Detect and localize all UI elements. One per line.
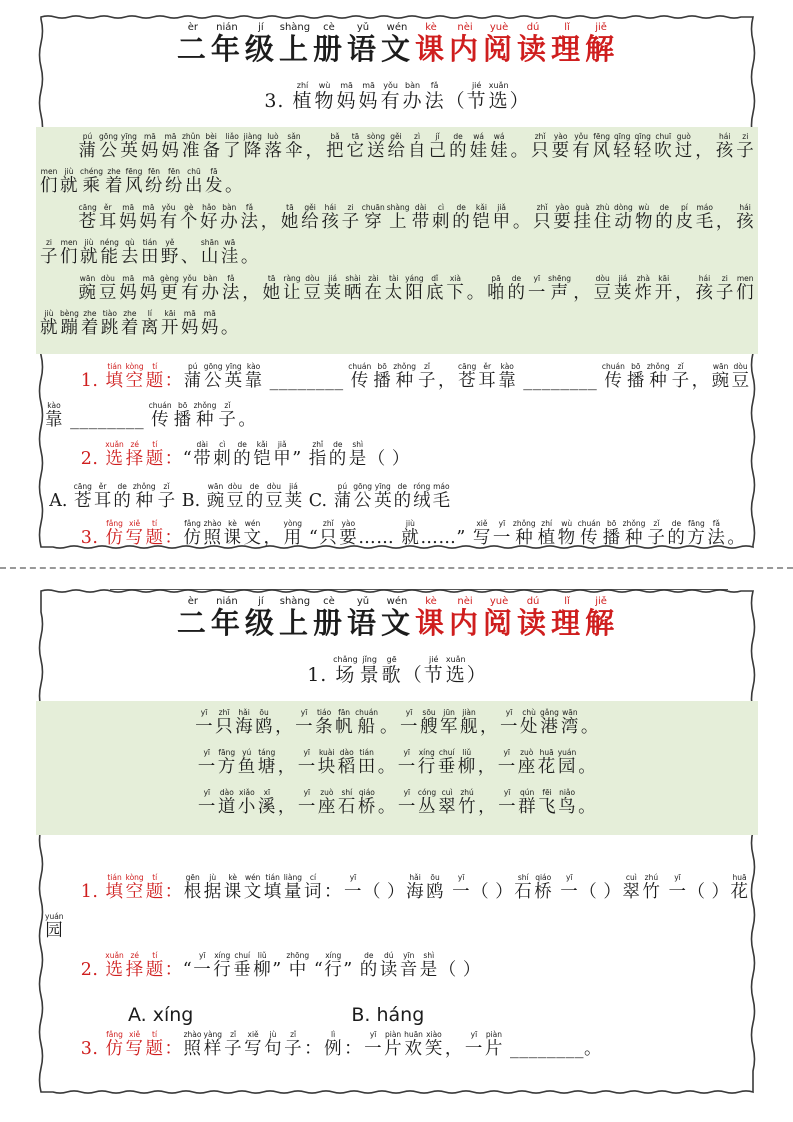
choice-options-line — [44, 483, 750, 519]
text-segment: 豌wān豆dòu妈mā妈mā更gèng有yǒu办bàn法fǎ， 她tā让ràng豆dòu荚jiá晒shài在zài太tài阳yáng底dǐ下xià。 啪pā的de一yī声shēng， 豆dòu荚jiá炸zhà开kāi， 孩hái子zi们men就jiù蹦bèng着zhe跳tiào着zhe离lí开kāi妈mā妈mā。 — [40, 274, 755, 339]
red-text-segment: ： — [164, 1039, 183, 1060]
text-segment: （ ） — [579, 882, 622, 903]
text-segment: ……” — [420, 528, 472, 549]
red-text-segment: 1. — [80, 882, 105, 903]
red-text-segment: ： — [164, 371, 183, 392]
text-segment: ________ — [503, 1039, 584, 1060]
red-text-segment: 仿fǎng写xiě题tí — [105, 1030, 164, 1060]
text-segment: “ — [182, 449, 193, 470]
text-segment: 传chuán播bō种zhǒng子zǐ， 苍cāng耳ěr靠kào — [348, 362, 517, 392]
text-segment: 传chuán播bō种zhǒng子zǐ， 豌wān豆dòu靠kào — [45, 362, 750, 431]
page-title — [44, 596, 750, 641]
text-segment: 一yī行xíng垂chuí柳liǔ — [193, 951, 272, 981]
text-segment: 的de读dú音yīn是shì — [359, 951, 438, 981]
red-text-segment: 填tián空kòng题tí — [105, 873, 164, 903]
text-segment: 。 — [584, 1039, 602, 1060]
text-segment: ” — [292, 449, 308, 470]
text-segment: （ — [445, 89, 466, 112]
red-text-segment: ： — [164, 528, 183, 549]
question-imitation-writing — [44, 1030, 750, 1069]
text-segment: “ — [302, 528, 319, 549]
text-segment: 中zhōng — [286, 951, 310, 981]
text-segment: ） — [509, 89, 530, 112]
text-segment: B. háng — [351, 1004, 425, 1027]
text-segment: 一yī片piàn欢huān笑xiào， 一yī片piàn — [364, 1030, 503, 1060]
text-segment: A. — [49, 491, 74, 512]
text-segment: 指zhǐ的de是shì — [308, 440, 367, 470]
text-segment: “ — [182, 960, 193, 981]
passage-paragraph — [39, 133, 755, 204]
red-text-segment: 仿fǎng写xiě题tí — [105, 519, 164, 549]
question-multiple-choice — [44, 951, 750, 990]
worksheet-page-1 — [36, 10, 758, 552]
text-segment: 3. — [264, 89, 292, 112]
text-segment: 写xiě一yī种zhǒng植zhí物wù传chuán播bō种zhǒng子zǐ的de方fāng法fǎ。 — [472, 519, 746, 549]
red-text-segment: 课kè内nèi阅yuè读dú理lǐ解jiě — [415, 22, 618, 66]
text-segment: A. xíng — [128, 1004, 194, 1027]
question-fill-blank — [44, 362, 750, 440]
text-segment: 苍cāng耳ěr的de种zhǒng子zǐ — [73, 482, 176, 512]
passage-line — [39, 707, 755, 747]
text-segment: 一yī道dào小xiǎo溪xī， 一yī座zuò石shí桥qiáo。 一yī丛cóng翠cuì竹zhú， 一yī群qún飞fēi鸟niǎo。 — [197, 788, 597, 818]
red-text-segment: 选xuǎn择zé题tí — [105, 440, 164, 470]
lesson-subtitle — [44, 655, 750, 690]
page-title — [44, 22, 750, 67]
red-text-segment: ： — [164, 449, 183, 470]
text-segment: ________ — [517, 371, 604, 392]
text-segment: 海hǎi鸥ōu — [406, 873, 445, 903]
text-segment: 蒲pú公gōng英yīng妈mā妈mā准zhǔn备bèi了liǎo降jiàng落luò伞sǎn， 把bǎ它tā送sòng给gěi自zì己jǐ的de娃wá娃wá。 只zhǐ要yào有yǒu风fēng轻qīng轻qīng吹chuī过guò， 孩hái子zi们men就jiù乘chéng着zhe风fēng纷fēn纷fēn出chū发fā。 — [40, 132, 755, 197]
text-segment: ________ — [64, 410, 151, 431]
text-segment: 1. — [307, 663, 335, 686]
red-text-segment: ： — [164, 882, 183, 903]
passage-line — [39, 747, 755, 787]
text-segment: ” — [272, 960, 288, 981]
text-segment: ） — [466, 663, 487, 686]
text-segment: 一yī — [560, 873, 579, 903]
text-segment: 翠cuì竹zhú — [622, 873, 661, 903]
text-segment: 带dài刺cì的de铠kǎi甲jiǎ — [193, 440, 292, 470]
text-segment: 一yī — [343, 873, 362, 903]
text-segment: 一yī — [452, 873, 471, 903]
text-segment: 蒲pú公gōng英yīng靠kào — [183, 362, 263, 392]
text-segment: B. — [176, 491, 206, 512]
red-text-segment: 2. — [80, 960, 105, 981]
red-text-segment: 3. — [80, 1039, 105, 1060]
text-segment: 花huā园yuán — [45, 873, 749, 942]
text-segment: 传chuán播bō种zhǒng子zǐ。 — [148, 401, 257, 431]
text-segment: …… — [358, 528, 401, 549]
question-fill-blank — [44, 873, 750, 951]
text-segment: （ ） — [362, 882, 406, 903]
text-segment: 苍cāng耳ěr妈mā妈mā有yǒu个gè好hǎo办bàn法fǎ， 她tā给gěi孩hái子zi穿chuān上shàng带dài刺cì的de铠kǎi甲jiǎ。 只zhǐ要yào挂guà住zhù动dòng物wù的de皮pí毛máo， 孩hái子zi们men就jiù能néng去qù田tián野yě、 山shān洼wā。 — [40, 203, 755, 268]
page-1-content — [36, 10, 758, 590]
text-segment: 行xíng — [324, 951, 343, 981]
text-segment: 场chǎng景jǐng歌gē — [333, 654, 402, 686]
text-segment: （ ） — [438, 960, 481, 981]
reading-passage-box — [36, 127, 758, 354]
worksheet-page-2 — [36, 584, 758, 1097]
red-text-segment: 2. — [80, 449, 105, 470]
text-segment: （ — [402, 663, 423, 686]
questions-block — [44, 873, 750, 1069]
red-text-segment: 1. — [80, 371, 105, 392]
text-segment: 豌wān豆dòu的de豆dòu荚jiá — [206, 482, 303, 512]
text-segment: 照zhào样yàng子zǐ写xiě句jù子zǐ： 例lì： — [183, 1030, 363, 1060]
red-text-segment: 填tián空kòng题tí — [105, 362, 164, 392]
red-text-segment: 3. — [80, 528, 105, 549]
choice-options-line — [44, 1000, 750, 1030]
text-segment: 就jiù — [401, 519, 420, 549]
text-segment: ________ — [263, 371, 350, 392]
text-segment: （ ） — [367, 449, 410, 470]
text-segment: 植zhí物wù妈mā妈mā有yǒu办bàn法fǎ — [292, 80, 445, 112]
passage-line — [39, 787, 755, 827]
passage-paragraph — [39, 275, 755, 346]
text-segment: 蒲pú公gōng英yīng的de绒róng毛máo — [333, 482, 451, 512]
text-segment: 一yī — [668, 873, 687, 903]
page-divider-dashed-line — [0, 567, 793, 569]
text-segment: （ ） — [471, 882, 514, 903]
red-text-segment: 选xuǎn择zé题tí — [105, 951, 164, 981]
text-segment: C. — [303, 491, 333, 512]
page-2-content — [36, 584, 758, 1069]
question-imitation-writing — [44, 519, 750, 558]
text-segment: 节jié选xuǎn — [466, 80, 509, 112]
text-segment: “ — [307, 960, 324, 981]
text-segment: 只zhǐ要yào — [319, 519, 358, 549]
text-segment: 二èr年nián级jí上shàng册cè语yǔ文wén — [176, 596, 413, 640]
lesson-subtitle — [44, 81, 750, 116]
passage-paragraph — [39, 204, 755, 275]
text-segment: 仿fǎng照zhào课kè文wén， 用yòng — [183, 519, 303, 549]
text-segment: 一yī只zhī海hǎi鸥ōu， 一yī条tiáo帆fān船chuán。 一yī艘sōu军jūn舰jiàn， 一yī处chù港gǎng湾wān。 — [195, 708, 599, 738]
question-multiple-choice — [44, 440, 750, 479]
red-text-segment: 课kè内nèi阅yuè读dú理lǐ解jiě — [415, 596, 618, 640]
reading-passage-box — [36, 701, 758, 835]
text-segment: 节jié选xuǎn — [423, 654, 466, 686]
text-segment: 一yī方fāng鱼yú塘táng， 一yī块kuài稻dào田tián。 一yī行xíng垂chuí柳liǔ， 一yī座zuò花huā园yuán。 — [197, 748, 597, 778]
text-segment: 二èr年nián级jí上shàng册cè语yǔ文wén — [176, 22, 413, 66]
text-segment: （ ） — [687, 882, 730, 903]
red-text-segment: ： — [164, 960, 183, 981]
text-segment: 石shí桥qiáo — [514, 873, 553, 903]
text-segment: ” — [343, 960, 359, 981]
text-segment: 根gēn据jù课kè文wén填tián量liàng词cí： — [183, 873, 342, 903]
